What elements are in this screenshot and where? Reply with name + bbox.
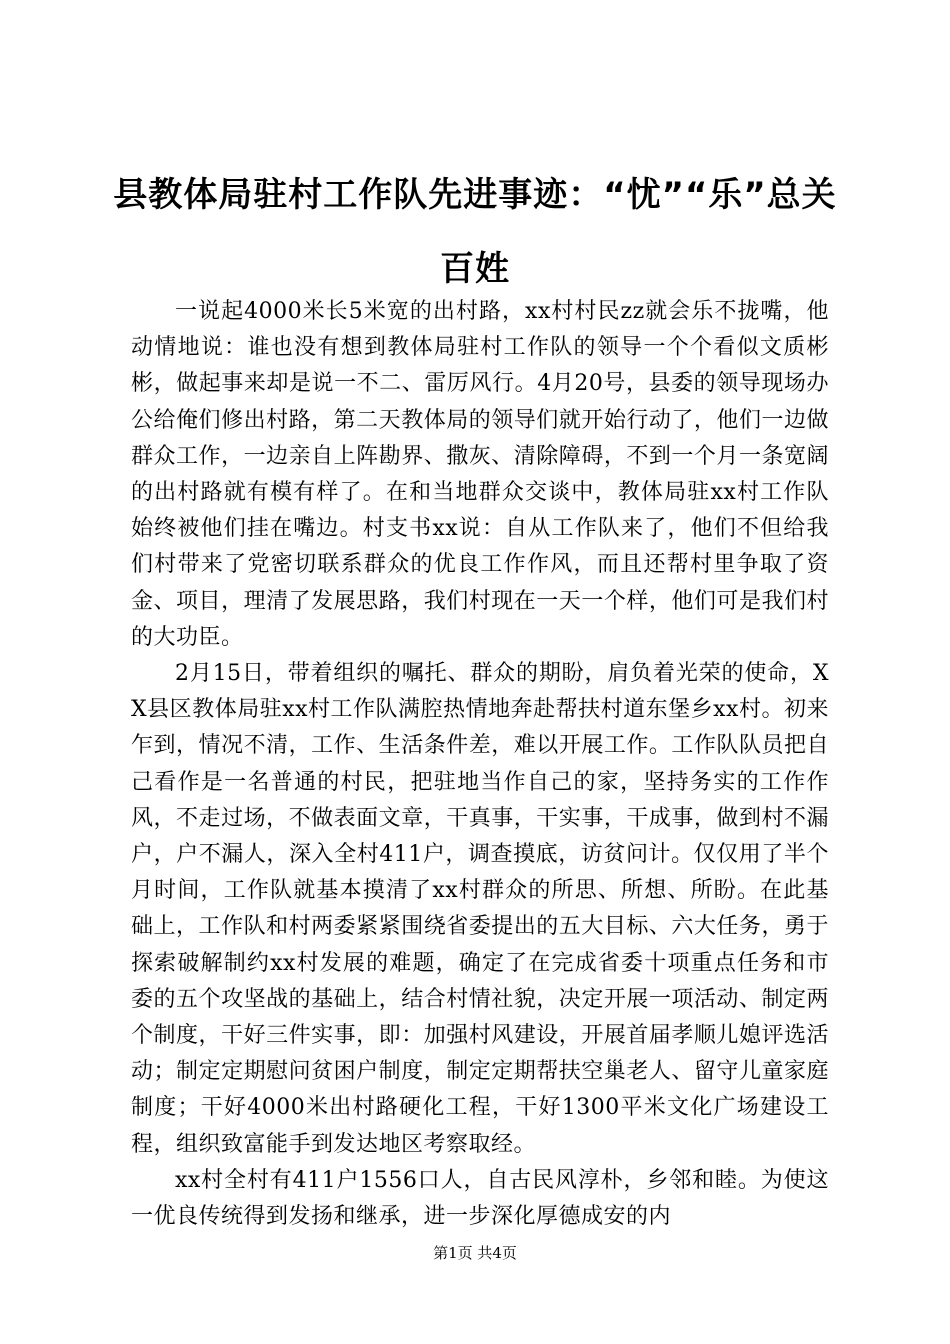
paragraph-1: 一说起4000米长5米宽的出村路，xx村村民zz就会乐不拢嘴，他动情地说：谁也没有想到教体局驻村工作队的领导一个个看似文质彬彬，做起事来却是说一不二、雷厉风行。4月20号，县委的领导现场办公给俺们修出村路，第二天教体局的领导们就开始行动了，他们一边做群众工作，一边亲自上阵勘界、撒灰、清除障碍，不到一个月一条宽阔的出村路就有模有样了。在和当地群众交谈中，教体局驻xx村工作队始终被他们挂在嘴边。村支书xx说：自从工作队来了，他们不但给我们村带来了党密切联系群众的优良工作作风，而且还帮村里争取了资金、项目，理清了发展思路，我们村现在一天一个样，他们可是我们村的大功臣。 — [131, 299, 829, 650]
document-title: 县教体局驻村工作队先进事迹：“忧”“乐”总关百姓 — [113, 175, 837, 289]
page-footer: 第1页 共4页 — [433, 1244, 517, 1262]
paragraph-2: 2月15日，带着组织的嘱托、群众的期盼，肩负着光荣的使命，XX县区教体局驻xx村工作队满腔热情地奔赴帮扶村道东堡乡xx村。初来乍到，情况不清，工作、生活条件差，难以开展工作。工作队队员把自己看作是一名普通的村民，把驻地当作自己的家，坚持务实的工作作风，不走过场，不做表面文章，干真事，干实事，干成事，做到村不漏户，户不漏人，深入全村411户，调查摸底，访贫问计。仅仅用了半个月时间，工作队就基本摸清了xx村群众的所思、所想、所盼。在此基础上，工作队和村两委紧紧围绕省委提出的五大目标、六大任务，勇于探索破解制约xx村发展的难题，确定了在完成省委十项重点任务和市委的五个攻坚战的基础上，结合村情社貌，决定开展一项活动、制定两个制度，干好三件实事，即：加强村风建设，开展首届孝顺儿媳评选活动；制定定期慰问贫困户制度，制定定期帮扶空巢老人、留守儿童家庭制度；干好4000米出村路硬化工程，干好1300平米文化广场建设工程，组织致富能手到发达地区考察取经。 — [131, 661, 829, 1157]
document-body — [131, 294, 829, 1235]
paragraph-3: xx村全村有411户1556口人，自古民风淳朴，乡邻和睦。为使这一优良传统得到发扬和继承，进一步深化厚德成安的内 — [131, 1167, 829, 1230]
